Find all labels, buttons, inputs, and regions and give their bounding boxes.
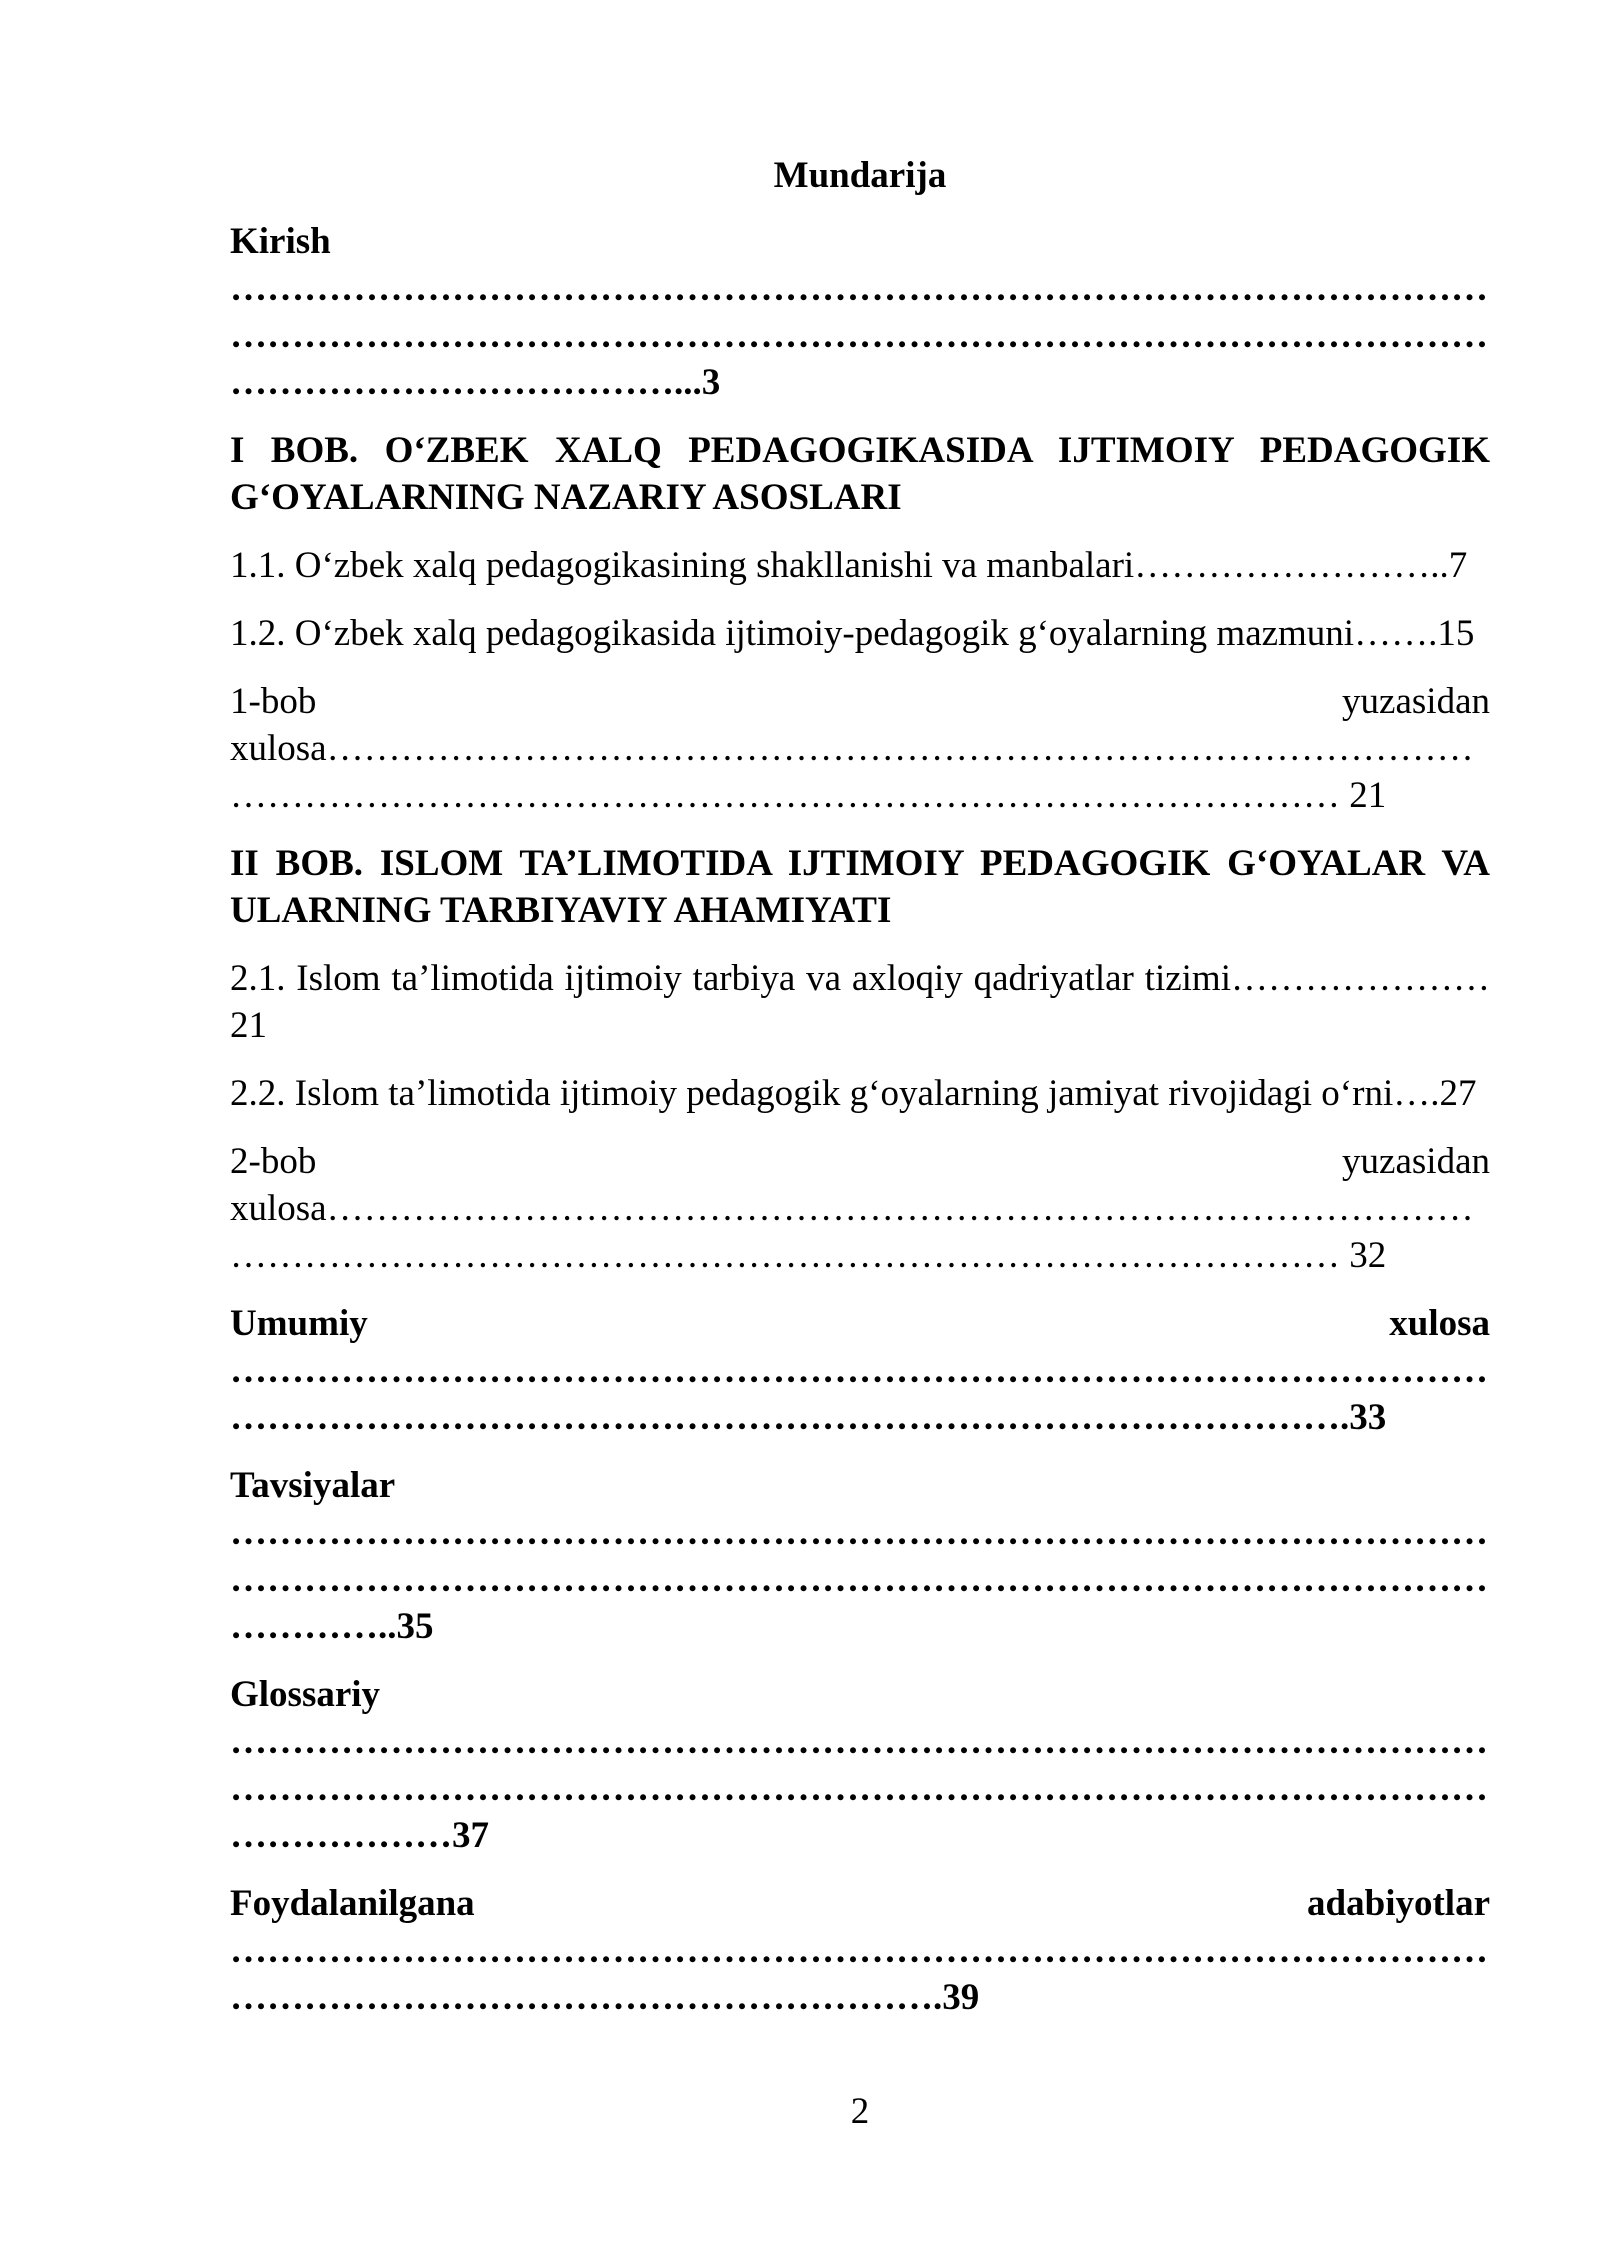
toc-entry-chapter-2-conclusion: 2-bob yuzasidan xulosa………………………………………………………………………………………………………………………………………………………………… 32 — [230, 1141, 1490, 1276]
toc-entry-2-1: 2.1. Islom ta’limotida ijtimoiy tarbiya va axloqiy qadriyatlar tizimi………………… 21 — [230, 958, 1490, 1046]
toc-entry-chapter-1-conclusion: 1-bob yuzasidan xulosa………………………………………………………………………………………………………………………………………………………………… 21 — [230, 681, 1490, 816]
toc-entry-recommendations: Tavsiyalar ………………………………………………………………………………………………………………………………………………………………………………………………..35 — [230, 1465, 1488, 1647]
table-of-contents — [230, 218, 1490, 2042]
toc-entry-kirish: Kirish ……………………………………………………………………………………………………………………………………………………………………………………………………………………...3 — [230, 221, 1488, 403]
toc-entry-2-2: 2.2. Islom ta’limotida ijtimoiy pedagogik g‘oyalarning jamiyat rivojidagi o‘rni….27 — [230, 1073, 1477, 1114]
toc-entry-general-conclusion: Umumiy xulosa ………………………………………………………………………………………………………………………………………………………………………….33 — [230, 1303, 1490, 1438]
toc-entry-1-2: 1.2. O‘zbek xalq pedagogikasida ijtimoiy-pedagogik g‘oyalarning mazmuni…….15 — [230, 613, 1475, 654]
page-title: Mundarija — [773, 155, 947, 196]
toc-entry-1-1: 1.1. O‘zbek xalq pedagogikasining shakllanishi va manbalari……………………..7 — [230, 545, 1468, 586]
page-number: 2 — [850, 2091, 870, 2132]
toc-chapter-2-heading: II BOB. ISLOM TA’LIMOTIDA IJTIMOIY PEDAGOGIK G‘OYALAR VA ULARNING TARBIYAVIY AHAMIYATI — [230, 843, 1490, 931]
toc-chapter-1-heading: I BOB. O‘ZBEK XALQ PEDAGOGIKASIDA IJTIMOIY PEDAGOGIK G‘OYALARNING NAZARIY ASOSLARI — [230, 430, 1490, 518]
toc-entry-references: Foydalanilgana adabiyotlar …………………………………………………………………………………………………………………………………………….39 — [230, 1883, 1490, 2018]
toc-entry-glossary: Glossariy ……………………………………………………………………………………………………………………………………………………………………………………………………37 — [230, 1674, 1488, 1856]
